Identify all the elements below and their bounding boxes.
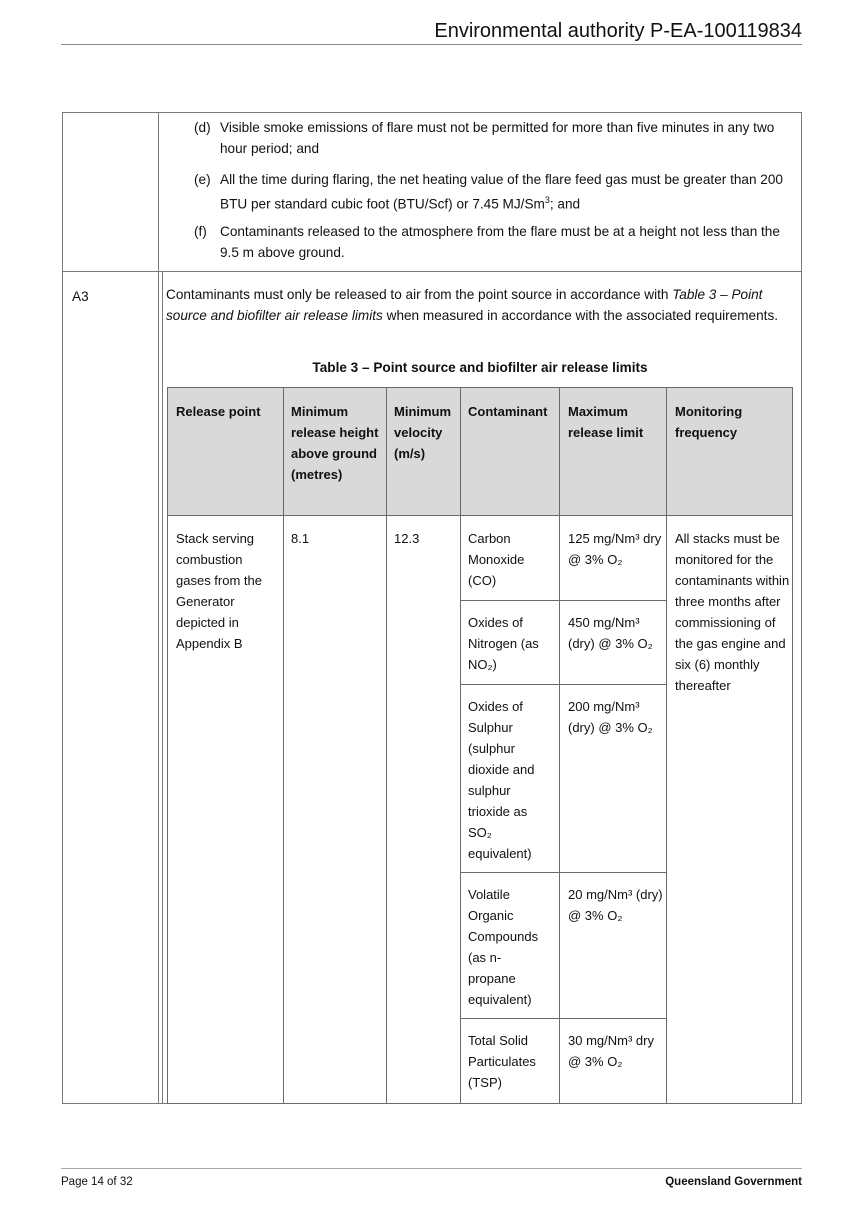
contaminant-cell: Total Solid Particulates (TSP)	[468, 1033, 536, 1090]
column-divider	[283, 388, 284, 1103]
row-divider	[460, 600, 666, 601]
release-limits-table	[167, 387, 793, 1104]
condition-d	[194, 117, 784, 159]
contaminant-cell: Oxides of Nitrogen (as NO₂)	[468, 615, 539, 672]
contaminant-cell: Oxides of Sulphur (sulphur dioxide and sulphur trioxide as SO₂ equivalent)	[468, 699, 535, 861]
intro-text-end: when measured in accordance with the associated requirements.	[382, 308, 779, 323]
row-divider	[460, 684, 666, 685]
intro-table-reference: Table 3 – Point source and biofilter air release limits	[166, 287, 763, 323]
limit-cell: 20 mg/Nm³ (dry) @ 3% O₂	[568, 887, 663, 923]
page-number: Page 14 of 32	[61, 1176, 133, 1188]
row-divider	[460, 872, 666, 873]
condition-label: (e)	[194, 172, 211, 187]
column-divider	[460, 388, 461, 1103]
condition-label: (f)	[194, 224, 207, 239]
intro-text: Contaminants must only be released to air from the point source in accordance with	[166, 287, 673, 302]
superscript: 3	[544, 195, 550, 205]
conditions-table	[62, 112, 802, 1104]
contaminant-cell: Carbon Monoxide (CO)	[468, 531, 525, 588]
column-header: Release point	[176, 404, 261, 419]
condition-label: (d)	[194, 120, 211, 135]
column-divider	[666, 388, 667, 1103]
header-rule	[61, 44, 802, 45]
contaminant-cell: Volatile Organic Compounds (as n-propane equivalent)	[468, 887, 539, 1007]
condition-text-end: ; and	[549, 196, 581, 212]
monitoring-cell: All stacks must be monitored for the contaminants within three months after commissioning of the gas engine and six (6) monthly thereafter	[675, 531, 790, 693]
row-divider	[63, 271, 801, 272]
limit-cell: 30 mg/Nm³ dry @ 3% O₂	[568, 1033, 654, 1069]
column-header: Monitoring frequency	[675, 404, 743, 440]
limit-cell: 450 mg/Nm³ (dry) @ 3% O₂	[568, 615, 653, 651]
column-header: Minimum release height above ground (metres)	[291, 404, 379, 482]
column-header: Contaminant	[468, 404, 548, 419]
column-divider	[559, 388, 560, 1103]
condition-text-main: All the time during flaring, the net heating value of the flare feed gas must be greater than 200 BTU per standard cubic foot (BTU/Scf) or 7.45 MJ/Sm	[220, 172, 783, 212]
condition-id-a3: A3	[72, 289, 89, 304]
column-divider	[386, 388, 387, 1103]
condition-text	[194, 169, 784, 215]
footer-organisation: Queensland Government	[665, 1176, 802, 1188]
footer-rule	[61, 1168, 802, 1169]
min-height-cell: 8.1	[291, 531, 310, 546]
id-column-divider	[158, 113, 159, 1103]
release-point-cell: Stack serving combustion gases from the Generator depicted in Appendix B	[176, 531, 262, 651]
condition-e	[194, 169, 784, 215]
limit-cell: 200 mg/Nm³ (dry) @ 3% O₂	[568, 699, 653, 735]
row-divider	[460, 1018, 666, 1019]
header-title: Environmental authority P-EA-100119834	[434, 20, 802, 42]
inner-column-divider	[162, 272, 163, 1103]
a3-intro	[166, 284, 791, 326]
column-header: Maximum release limit	[568, 404, 644, 440]
column-header: Minimum velocity (m/s)	[394, 404, 452, 461]
table-caption: Table 3 – Point source and biofilter air release limits	[312, 360, 648, 375]
min-velocity-cell: 12.3	[394, 531, 420, 546]
condition-text: Contaminants released to the atmosphere from the flare must be at a height not less than the 9.5 m above ground.	[220, 224, 780, 260]
limit-cell: 125 mg/Nm³ dry @ 3% O₂	[568, 531, 662, 567]
condition-f	[194, 221, 784, 263]
condition-text: Visible smoke emissions of flare must not be permitted for more than five minutes in any two hour period; and	[220, 120, 775, 156]
